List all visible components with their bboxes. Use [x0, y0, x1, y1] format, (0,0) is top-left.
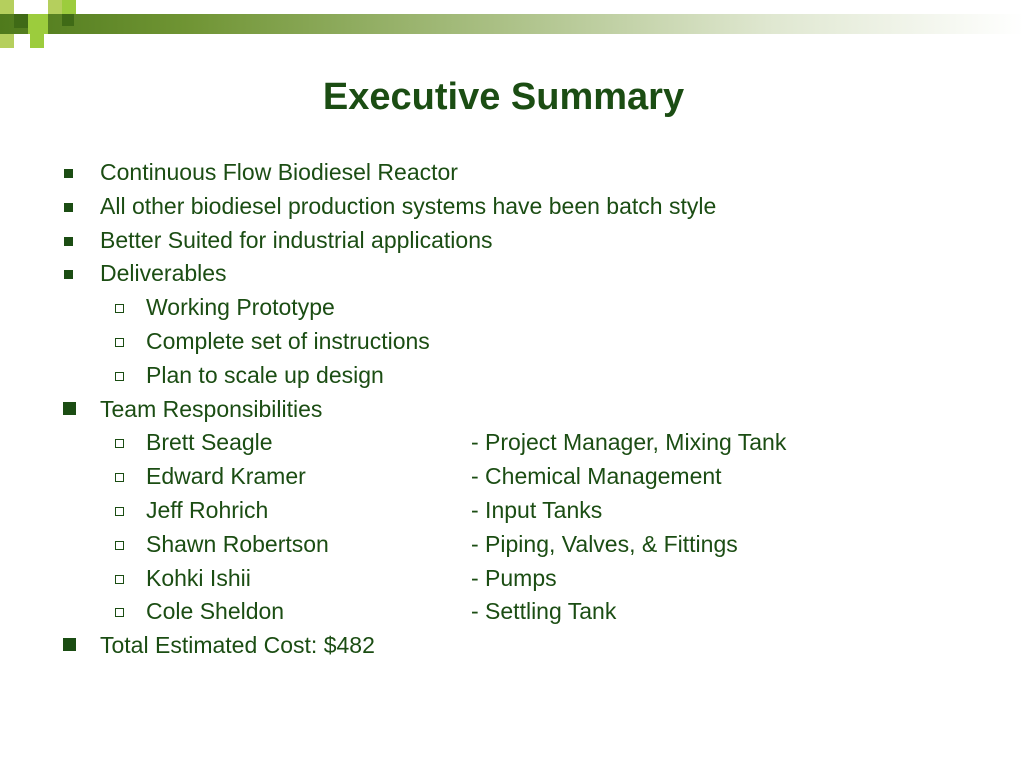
team-member-name: Brett Seagle: [146, 429, 273, 456]
list-item: [0, 460, 1024, 494]
list-item: [0, 325, 1024, 359]
bullet-text: All other biodiesel production systems have been batch style: [100, 192, 717, 219]
bullet-text: Complete set of instructions: [146, 327, 430, 354]
hollow-square-bullet-icon: [115, 372, 124, 381]
list-item: [0, 224, 1024, 258]
hollow-square-bullet-icon: [115, 338, 124, 347]
square-bullet-icon: [63, 638, 76, 651]
hollow-square-bullet-icon: [115, 507, 124, 516]
decorative-square: [14, 0, 28, 14]
square-bullet-icon: [64, 203, 73, 212]
slide-title: Executive Summary: [322, 76, 685, 118]
team-member-role: - Chemical Management: [471, 463, 722, 490]
team-member-role: - Settling Tank: [471, 598, 617, 625]
hollow-square-bullet-icon: [115, 608, 124, 617]
team-member-role: - Pumps: [471, 564, 557, 591]
bullet-text: Better Suited for industrial applications: [100, 226, 493, 253]
bullet-text: Plan to scale up design: [146, 361, 384, 388]
decorative-square: [0, 0, 14, 14]
square-bullet-icon: [64, 270, 73, 279]
bullet-text: Continuous Flow Biodiesel Reactor: [100, 159, 458, 185]
team-member-name: Edward Kramer: [146, 463, 306, 490]
list-item: [0, 190, 1024, 224]
team-member-name: Shawn Robertson: [146, 530, 329, 557]
list-item: [0, 595, 1024, 629]
team-member-name: Cole Sheldon: [146, 598, 285, 625]
team-member-role: - Piping, Valves, & Fittings: [471, 530, 738, 557]
decorative-square: [0, 34, 14, 48]
list-item: [0, 257, 1024, 291]
list-item: [0, 562, 1024, 596]
list-item: [0, 494, 1024, 528]
list-item: [0, 629, 1024, 663]
hollow-square-bullet-icon: [115, 439, 124, 448]
header-gradient-bar: [0, 14, 1024, 34]
hollow-square-bullet-icon: [115, 473, 124, 482]
square-bullet-icon: [64, 237, 73, 246]
team-member-role: - Project Manager, Mixing Tank: [471, 429, 787, 456]
list-item: [0, 393, 1024, 427]
bullet-list: [0, 156, 1024, 663]
hollow-square-bullet-icon: [115, 575, 124, 584]
decorative-square: [28, 14, 48, 34]
bullet-text: Team Responsibilities: [100, 395, 323, 422]
decorative-square: [30, 34, 44, 48]
hollow-square-bullet-icon: [115, 541, 124, 550]
list-item: [0, 156, 1024, 190]
hollow-square-bullet-icon: [115, 304, 124, 313]
square-bullet-icon: [63, 402, 76, 415]
team-member-role: - Input Tanks: [471, 496, 603, 523]
team-member-name: Kohki Ishii: [146, 564, 251, 591]
square-bullet-icon: [64, 169, 73, 178]
bullet-text: Working Prototype: [146, 294, 335, 321]
list-item: [0, 528, 1024, 562]
decorative-square: [62, 14, 74, 26]
decorative-square: [48, 0, 62, 14]
list-item: [0, 426, 1024, 460]
list-item: [0, 291, 1024, 325]
bullet-text: Total Estimated Cost: $482: [100, 632, 375, 659]
decorative-square: [62, 0, 76, 14]
bullet-text: Deliverables: [100, 260, 227, 287]
decorative-square: [14, 14, 28, 28]
team-member-name: Jeff Rohrich: [146, 496, 269, 523]
list-item: [0, 359, 1024, 393]
